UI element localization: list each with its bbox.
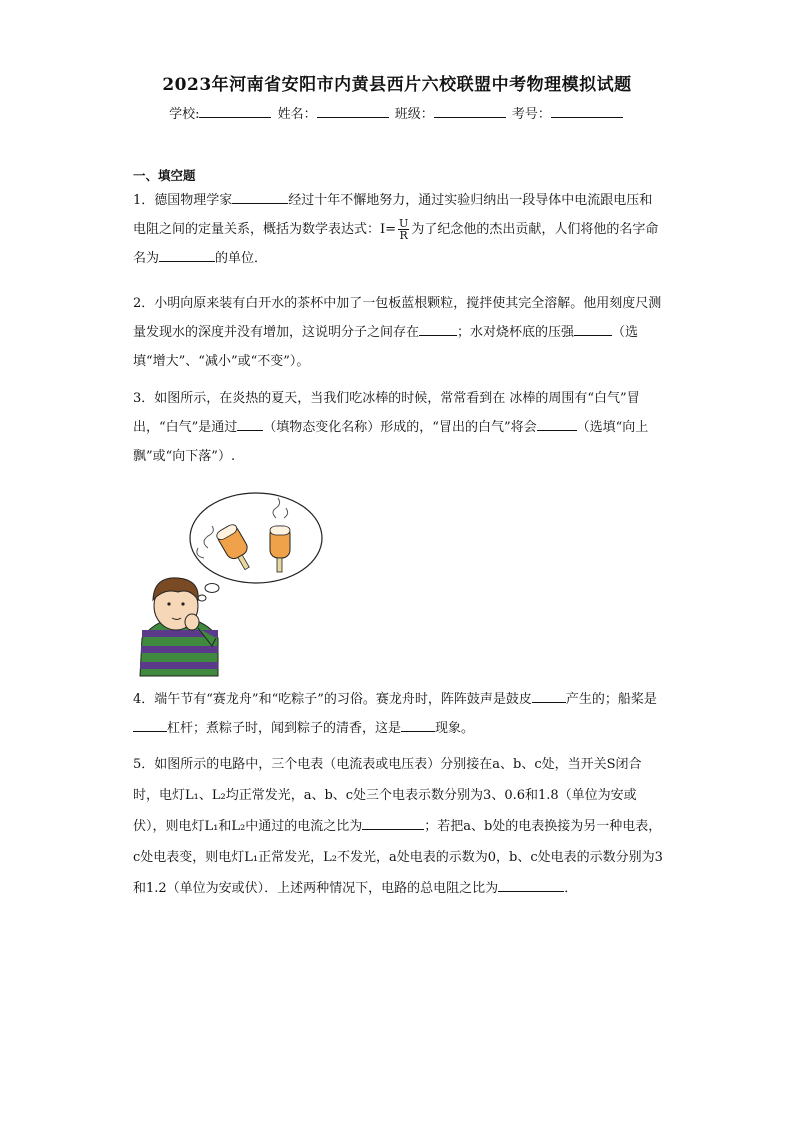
q2-text-2: ；水对烧杯底的压强 [457,325,575,340]
fraction-denominator: R [399,229,408,242]
q3-blank-2[interactable] [537,416,577,431]
q4-text-1: 4．端午节有“赛龙舟”和“吃粽子”的习俗。赛龙舟时，阵阵鼓声是鼓皮 [133,692,532,707]
exam-number-label: 考号： [511,107,551,122]
q1-text-3: 为了纪念他的杰出贡献，人们将他的名字命名为 [133,222,659,266]
q4-blank-2[interactable] [133,717,167,732]
q4-text-3: 杠杆；煮粽子时，闻到粽子的清香，这是 [167,721,402,736]
q4-text-4: 现象。 [435,721,475,736]
question-5 [133,749,663,904]
q2-text-1: 2．小明向原来装有白开水的茶杯中加了一包板蓝根颗粒，搅拌使其完全溶解。他用刻度尺测量发现水的深度并没有增加，这说明分子之间存在 [133,296,662,340]
school-label: 学校: [169,107,200,122]
question-1 [133,186,663,273]
q3-blank-1[interactable] [237,416,263,431]
name-label: 姓名： [277,107,317,122]
q3-text-2: （填物态变化名称）形成的，“冒出的白气”将会 [263,420,537,435]
class-label: 班级： [394,107,434,122]
q1-text-2: 经过十年不懈地努力，通过实验归纳出一段导体中电流跟电压和电阻之间的定量关系，概括为数学表达式：I= [133,193,653,237]
q3-text-1: 3．如图所示，在炎热的夏天，当我们吃冰棒的时候，常常看到在 冰棒的周围有“白气”冒出，“白气”是通过 [133,391,640,435]
page-title: 2023年河南省安阳市内黄县西片六校联盟中考物理模拟试题 [162,75,632,95]
q5-blank-1[interactable] [362,815,424,830]
section-title: 一、填空题 [133,168,196,183]
question-4 [133,685,663,743]
q5-text-1: 5．如图所示的电路中，三个电表（电流表或电压表）分别接在a、b、c处，当开关S闭合时，电灯L₁、L₂均正常发光，a、b、c处三个电表示数分别为3、0.6和1.8（单位为安或伏），则电灯L₁和L₂中通过的电流之比为 [133,757,642,834]
q1-blank-2[interactable] [159,247,215,262]
student-info-line [0,103,794,122]
q2-blank-1[interactable] [419,321,457,336]
fraction-numerator: U [399,217,409,230]
exam-number-blank[interactable] [551,105,623,118]
q1-blank-1[interactable] [232,189,288,204]
q3-text-3: （选填“向上飘”或“向下落”）. [133,420,649,464]
question-3 [133,384,663,471]
boy-thinking-image [138,488,328,678]
question-2 [133,289,663,376]
q2-blank-2[interactable] [574,321,612,336]
q5-blank-2[interactable] [498,877,564,892]
popsicle-illustration [138,488,328,678]
q1-text-4: 的单位． [215,251,268,266]
q5-text-3: ． [564,881,578,896]
q1-text-1: 1．德国物理学家 [133,193,233,208]
class-blank[interactable] [434,105,506,118]
name-blank[interactable] [317,105,389,118]
q4-text-2: 产生的；船桨是 [565,692,657,707]
formula-fraction [398,218,409,241]
q4-blank-3[interactable] [401,717,435,732]
q5-text-2: ；若把a、b处的电表换接为另一种电表，c处电表变，则电灯L₁正常发光，L₂不发光，a处电表的示数为0，b、c处电表的示数分别为3和1.2（单位为安或伏）．上述两种情况下，电路的总电阻之比为 [133,819,663,896]
q2-text-3: （选填“增大”、“减小”或“不变”）。 [133,325,639,369]
school-blank[interactable] [199,105,271,118]
q4-blank-1[interactable] [532,688,566,703]
